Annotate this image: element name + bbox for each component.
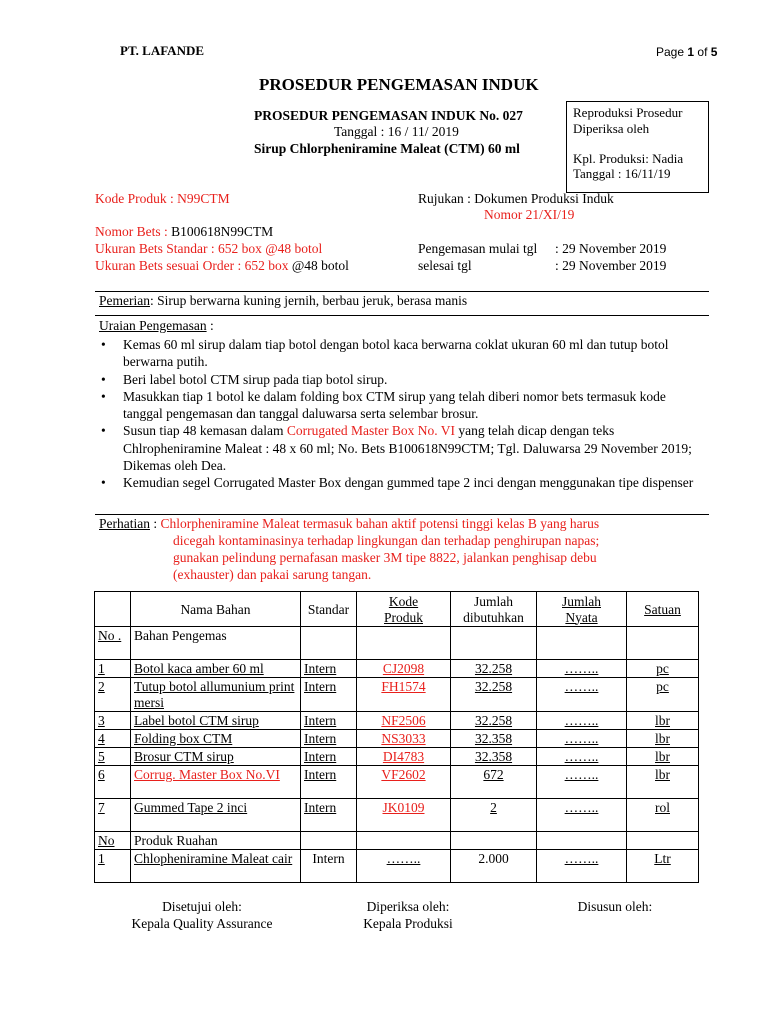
- packing-end-value: : 29 November 2019: [555, 258, 667, 273]
- section-label: Bahan Pengemas: [131, 627, 301, 660]
- cell-standar: Intern: [301, 730, 357, 748]
- signature-checked-role: Kepala Produksi: [363, 916, 453, 931]
- empty-cell: [627, 627, 699, 660]
- step4-pre: Susun tiap 48 kemasan dalam: [123, 423, 287, 439]
- cell-standar: Intern: [301, 850, 357, 883]
- cell-nyata: ……..: [537, 730, 627, 748]
- packing-steps-list: [95, 336, 700, 492]
- caution-line-1: [99, 516, 599, 532]
- repro-line-3: Kpl. Produksi: Nadia: [573, 151, 684, 166]
- cell-no: 5: [95, 748, 131, 766]
- cell-standar: Intern: [301, 678, 357, 712]
- signature-approved-role: Kepala Quality Assurance: [131, 916, 273, 931]
- list-item: • Beri label botol CTM sirup pada tiap botol sirup.: [95, 371, 700, 388]
- cell-kode: ……..: [357, 850, 451, 883]
- caution-text-1: Chlorpheniramine Maleat termasuk bahan aktif potensi tinggi kelas B yang harus: [160, 516, 600, 531]
- cell-nyata: ……..: [537, 712, 627, 730]
- cell-standar: Intern: [301, 766, 357, 799]
- header-standar: Standar: [301, 592, 357, 627]
- cell-jumlah: 32.358: [451, 748, 537, 766]
- list-item: • Kemas 60 ml sirup dalam tiap botol dengan botol kaca berwarna coklat ukuran 60 ml dan tutup botol berwarna putih.: [95, 336, 700, 371]
- cell-kode: FH1574: [357, 678, 451, 712]
- caution-text-2: dicegah kontaminasinya terhadap lingkungan dan terhadap penghirupan napas;: [173, 533, 600, 548]
- empty-cell: [627, 832, 699, 850]
- signature-checked-title: Diperiksa oleh:: [366, 899, 450, 914]
- cell-no: 1: [95, 850, 131, 883]
- signature-checked: [340, 898, 476, 932]
- cell-satuan: lbr: [627, 766, 699, 799]
- table-row: [95, 748, 699, 766]
- batch-size-order-suffix: @48 botol: [291, 258, 349, 273]
- repro-line-1: Reproduksi Prosedur: [573, 105, 683, 120]
- packing-steps-heading: [99, 318, 214, 334]
- cell-kode: NS3033: [357, 730, 451, 748]
- cell-kode: VF2602: [357, 766, 451, 799]
- caution-label: Perhatian: [99, 516, 150, 531]
- list-item: • Kemudian segel Corrugated Master Box dengan gummed tape 2 inci dengan menggunakan tipe dispenser: [95, 474, 700, 491]
- divider-3: [95, 514, 709, 515]
- cell-nyata: ……..: [537, 766, 627, 799]
- step4-red: Corrugated Master Box No. VI: [286, 423, 455, 439]
- packing-steps-colon: :: [206, 318, 214, 333]
- header-jumlah-2: dibutuhkan: [463, 609, 524, 625]
- caution-colon: :: [149, 516, 161, 531]
- cell-jumlah: 2: [451, 799, 537, 832]
- repro-line-2: Diperiksa oleh: [573, 121, 650, 136]
- company-name: PT. LAFANDE: [120, 43, 205, 58]
- procedure-date: Tanggal : 16 / 11/ 2019: [334, 124, 459, 139]
- section-bulk-row: [95, 832, 699, 850]
- cell-satuan: lbr: [627, 730, 699, 748]
- cell-nama: Folding box CTM: [131, 730, 301, 748]
- cell-nyata: ……..: [537, 850, 627, 883]
- batch-number-value: B100618N99CTM: [171, 224, 274, 239]
- table-row: [95, 799, 699, 832]
- page-total: 5: [710, 45, 718, 59]
- header-kode: [357, 592, 451, 627]
- cell-no: 2: [95, 678, 131, 712]
- cell-no: 3: [95, 712, 131, 730]
- empty-cell: [537, 627, 627, 660]
- cell-nyata: ……..: [537, 678, 627, 712]
- batch-number-label: Nomor Bets :: [95, 224, 168, 239]
- cell-jumlah: 2.000: [451, 850, 537, 883]
- cell-nama: Brosur CTM sirup: [131, 748, 301, 766]
- list-item: • Masukkan tiap 1 botol ke dalam folding box CTM sirup yang telah diberi nomor bets termasuk kode tanggal pengemasan dan tanggal daluwarsa serta selembar brosur.: [95, 388, 700, 423]
- table-row: [95, 730, 699, 748]
- signature-approved: [113, 898, 291, 932]
- step4-post: yang telah dicap dengan teks Chlropheniramine Maleat : 48 x 60 ml; No. Bets B100618N99CTM; Tgl. Daluwarsa 29 November 2019; Dikemas oleh Dea.: [123, 423, 692, 474]
- cell-satuan: rol: [627, 799, 699, 832]
- cell-kode: CJ2098: [357, 660, 451, 678]
- divider-2: [95, 315, 709, 316]
- batch-number: [95, 224, 273, 240]
- header-nama: Nama Bahan: [131, 592, 301, 627]
- cell-jumlah: 672: [451, 766, 537, 799]
- section-no: No .: [95, 627, 131, 660]
- page-number: 1: [687, 45, 695, 59]
- cell-standar: Intern: [301, 712, 357, 730]
- cell-satuan: Ltr: [627, 850, 699, 883]
- cell-nyata: ……..: [537, 660, 627, 678]
- cell-no: 1: [95, 660, 131, 678]
- table-header-row: [95, 592, 699, 627]
- header-jumlah-1: Jumlah: [474, 593, 513, 609]
- description-text: : Sirup berwarna kuning jernih, berbau jeruk, berasa manis: [149, 293, 468, 308]
- table-row: [95, 678, 699, 712]
- empty-cell: [451, 627, 537, 660]
- section-no: No: [95, 832, 131, 850]
- header-satuan: [627, 592, 699, 627]
- empty-cell: [301, 627, 357, 660]
- signature-prepared-title: Disusun oleh:: [577, 899, 653, 914]
- caution-text-4: (exhauster) dan pakai sarung tangan.: [173, 567, 372, 582]
- cell-jumlah: 32.258: [451, 660, 537, 678]
- batch-size-standard: Ukuran Bets Standar : 652 box @48 botol: [95, 241, 323, 256]
- header-nyata: [537, 592, 627, 627]
- packing-start-label: Pengemasan mulai tgl: [418, 241, 538, 256]
- cell-nama: Gummed Tape 2 inci: [131, 799, 301, 832]
- cell-nama: Chlopheniramine Maleat cair: [131, 850, 301, 883]
- section-label: Produk Ruahan: [131, 832, 301, 850]
- list-item: [95, 422, 700, 474]
- cell-jumlah: 32.358: [451, 730, 537, 748]
- cell-satuan: lbr: [627, 712, 699, 730]
- cell-jumlah: 32.258: [451, 712, 537, 730]
- cell-satuan: lbr: [627, 748, 699, 766]
- reference-number: Nomor 21/XI/19: [484, 207, 575, 222]
- page-of: of: [697, 45, 708, 59]
- header-no: [95, 592, 131, 627]
- table-row: [95, 660, 699, 678]
- table-row: [95, 850, 699, 883]
- description-label: Pemerian: [99, 293, 150, 308]
- header-satuan-text: Satuan: [644, 601, 681, 617]
- cell-kode: JK0109: [357, 799, 451, 832]
- cell-no: 6: [95, 766, 131, 799]
- table-row: [95, 766, 699, 799]
- cell-nama: Tutup botol allumunium print mersi: [131, 678, 301, 712]
- packing-end-label: selesai tgl: [418, 258, 472, 273]
- description: [99, 293, 467, 309]
- cell-no: 4: [95, 730, 131, 748]
- header-kode-2: Produk: [383, 609, 423, 625]
- cell-satuan: pc: [627, 660, 699, 678]
- header-jumlah: [451, 592, 537, 627]
- packing-start-value: : 29 November 2019: [555, 241, 667, 256]
- table-row: [95, 712, 699, 730]
- empty-cell: [357, 627, 451, 660]
- cell-nama: Corrug. Master Box No.VI: [131, 766, 301, 799]
- material-rows: [95, 660, 699, 832]
- header-kode-1: Kode: [388, 593, 419, 609]
- caution-text-3: gunakan pelindung pernafasan masker 3M tipe 8822, jalankan penghisap debu: [173, 550, 597, 565]
- empty-cell: [537, 832, 627, 850]
- product-name: Sirup Chlorpheniramine Maleat (CTM) 60 ml: [254, 141, 520, 156]
- page-label: Page: [656, 45, 685, 59]
- procedure-number: PROSEDUR PENGEMASAN INDUK No. 027: [254, 108, 523, 123]
- cell-satuan: pc: [627, 678, 699, 712]
- materials-table: [94, 591, 699, 883]
- signature-prepared: [560, 898, 670, 915]
- header-nyata-2: Nyata: [565, 609, 598, 625]
- signature-approved-title: Disetujui oleh:: [162, 899, 242, 914]
- reference: Rujukan : Dokumen Produksi Induk: [418, 191, 614, 206]
- cell-nyata: ……..: [537, 748, 627, 766]
- empty-cell: [301, 832, 357, 850]
- cell-nama: Label botol CTM sirup: [131, 712, 301, 730]
- packing-steps-label: Uraian Pengemasan: [99, 318, 207, 333]
- header-nyata-1: Jumlah: [562, 593, 601, 609]
- cell-no: 7: [95, 799, 131, 832]
- cell-jumlah: 32.258: [451, 678, 537, 712]
- cell-kode: NF2506: [357, 712, 451, 730]
- cell-standar: Intern: [301, 799, 357, 832]
- cell-nyata: ……..: [537, 799, 627, 832]
- batch-size-order: [95, 258, 349, 274]
- cell-nama: Botol kaca amber 60 ml: [131, 660, 301, 678]
- cell-standar: Intern: [301, 660, 357, 678]
- divider-1: [95, 291, 709, 292]
- cell-kode: DI4783: [357, 748, 451, 766]
- page-indicator: [656, 44, 717, 60]
- document-title: PROSEDUR PENGEMASAN INDUK: [259, 75, 539, 94]
- product-code: Kode Produk : N99CTM: [95, 191, 230, 206]
- section-packaging-row: [95, 627, 699, 660]
- cell-standar: Intern: [301, 748, 357, 766]
- empty-cell: [357, 832, 451, 850]
- repro-line-4: Tanggal : 16/11/19: [573, 166, 671, 181]
- empty-cell: [451, 832, 537, 850]
- batch-size-order-label: Ukuran Bets sesuai Order : 652 box: [95, 258, 289, 273]
